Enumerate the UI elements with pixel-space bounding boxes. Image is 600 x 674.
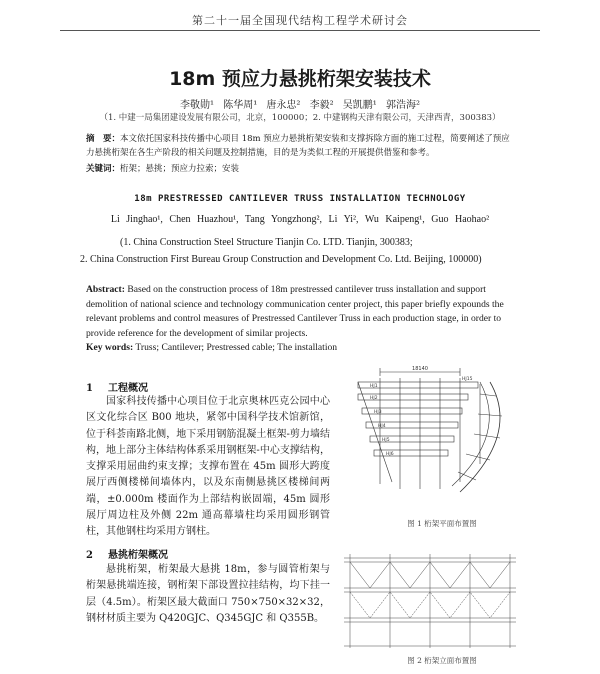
- affiliation-en-1: (1. China Construction Steel Structure Tianjin Co. LTD. Tianjin, 300383;: [120, 237, 413, 248]
- section-1-title: 工程概况: [108, 383, 148, 394]
- figure-1-label: HJ15: [462, 377, 473, 382]
- section-2-title: 悬挑桁架概况: [108, 550, 168, 561]
- keywords-en-label: Key words:: [86, 342, 134, 353]
- figure-1-label: HJ5: [382, 438, 390, 443]
- paper-title-en: 18m PRESTRESSED CANTILEVER TRUSS INSTALLATION TECHNOLOGY: [134, 194, 466, 204]
- figure-1-dimension: 18140: [412, 366, 428, 372]
- abstract-cn-label: 摘 要：: [86, 134, 121, 144]
- section-1-body: 国家科技传播中心项目位于北京奥林匹克公园中心区文化综合区 B00 地块，紧邻中国科学技术馆新馆，位于科荟南路北侧，地下采用钢筋混凝土框架-剪力墙结构，地上部分主体结构体系采用钢框架-中心支撑结构，支撑采用屈曲约束支撑；支撑布置在 45m 圆形大跨度展厅西侧楼梯间墙体内，以及东南侧悬挑区楼梯间两端，±0.000m 楼面作为上部结构嵌固端，45m 圆形展厅周边柱及外侧 22m 通高幕墙柱均采用圆形钢管柱，其他钢柱均采用方钢柱。: [86, 396, 330, 538]
- header-rule: [60, 30, 540, 31]
- section-2-number: 2: [86, 550, 93, 561]
- abstract-cn: [86, 132, 516, 160]
- figure-1-label: HJ6: [386, 452, 394, 457]
- keywords-cn: [86, 162, 516, 174]
- affiliation-en-2: 2. China Construction First Bureau Group Construction and Development Co. Ltd. Beijing, 100000): [80, 254, 482, 265]
- abstract-cn-text: 本文依托国家科技传播中心项目 18m 预应力悬挑桁架安装和支撑拆除方面的施工过程，简要阐述了预应力悬挑桁架在各生产阶段的相关问题及控制措施，目的是为类似工程的开展提供借鉴和参考。: [86, 134, 510, 158]
- section-2-heading: [86, 546, 168, 561]
- keywords-cn-label: 关键词：: [86, 164, 121, 174]
- running-header: 第二十一届全国现代结构工程学术研讨会: [192, 14, 408, 27]
- figure-2-caption: 图 2 桁架立面布置图: [407, 656, 477, 665]
- abstract-en: [86, 283, 516, 341]
- authors-en: Li Jinghao¹, Chen Huazhou¹, Tang Yongzhong², Li Yi², Wu Kaipeng¹, Guo Haohao²: [110, 214, 490, 225]
- figure-1-label: HJ4: [378, 424, 386, 429]
- section-1-number: 1: [86, 383, 93, 394]
- figure-1-truss-plan: [340, 364, 520, 504]
- abstract-en-text: Based on the construction process of 18m prestressed cantilever truss installation and support demolition of national science and technology communication center project, this paper briefly expounds the relevant problems and control measures of Prestressed Cantilever Truss in each production stage, in order to provide reference for the development of similar projects.: [86, 284, 504, 339]
- figure-1-label: HJ3: [374, 410, 382, 415]
- abstract-en-label: Abstract:: [86, 284, 125, 295]
- section-1-heading: [86, 379, 148, 394]
- keywords-en: [86, 342, 516, 353]
- figure-1-label: HJ1: [370, 384, 378, 389]
- affiliations-cn: （1. 中建一局集团建设发展有限公司，北京，100000；2. 中建钢构天津有限公司，天津西青，300383）: [99, 113, 501, 123]
- paper-title-cn: 18m 预应力悬挑桁架安装技术: [169, 68, 431, 90]
- section-2-body: 悬挑桁架，桁架最大悬挑 18m，参与圆管桁架与桁架悬挑端连接，钢桁架下部设置拉挂结构，均下挂一层（4.5m）。桁架区最大截面口 750×750×32×32，钢材材质主要为 Q420GJC、Q345GJC 和 Q355B。: [86, 564, 330, 624]
- authors-cn: 李敬勋¹ 陈华周¹ 唐永忠² 李毅² 吴凯鹏¹ 郭浩海²: [180, 100, 420, 111]
- figure-1-caption: 图 1 桁架平面布置图: [407, 519, 477, 528]
- figure-1-label: HJ2: [370, 396, 378, 401]
- keywords-cn-text: 桁架；悬挑；预应力拉索；安装: [120, 164, 240, 174]
- figure-2-truss-elevation: [340, 548, 520, 653]
- keywords-en-text: Truss; Cantilever; Prestressed cable; The installation: [135, 342, 338, 353]
